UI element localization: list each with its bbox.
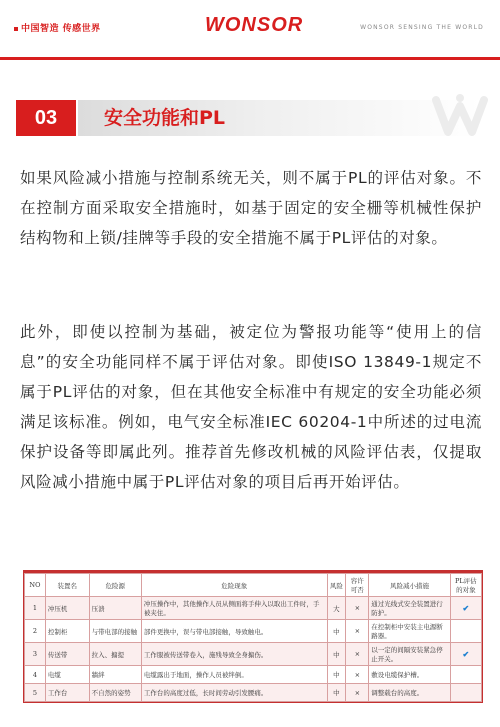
tag-dot-icon <box>14 27 18 31</box>
col-header: PL评估的对象 <box>450 574 481 597</box>
col-header: 风险减小措施 <box>369 574 450 597</box>
cell-tolerable: × <box>346 597 369 620</box>
risk-assessment-table <box>23 570 483 703</box>
paragraph-2: 此外，即使以控制为基础，被定位为警报功能等“使用上的信息”的安全功能同样不属于评估对象。即使ISO 13849-1规定不属于PL评估的对象，但在其他安全标准中有规定的安全功能必须满足该标准。例如，电气安全标准IEC 60204-1中所述的过电流保护设备等即属此列。推荐首先修改机械的风险评估表，仅提取风险减小措施中属于PL评估对象的项目后再开始评估。 <box>20 323 482 491</box>
cell-hazard: 牆絆 <box>89 666 141 684</box>
cell-tolerable: × <box>346 684 369 702</box>
cell-hazard: 拉入、搧提 <box>89 643 141 666</box>
cell-pl <box>450 666 481 684</box>
cell-no: 3 <box>25 643 46 666</box>
cell-device: 电缆 <box>45 666 89 684</box>
cell-risk: 中 <box>327 666 346 684</box>
cell-no: 5 <box>25 684 46 702</box>
cell-tolerable: × <box>346 666 369 684</box>
cell-risk: 大 <box>327 597 346 620</box>
cell-no: 2 <box>25 620 46 643</box>
cell-phenomenon: 工作台的高度过低，长时间劳动引发腰痛。 <box>141 684 327 702</box>
cell-phenomenon: 电缆露出于地面，操作人员被绊倒。 <box>141 666 327 684</box>
cell-no: 4 <box>25 666 46 684</box>
cell-hazard: 与带电部的接触 <box>89 620 141 643</box>
col-header: 装置名 <box>45 574 89 597</box>
cell-hazard: 不自然的姿势 <box>89 684 141 702</box>
paragraph-1: 如果风险减小措施与控制系统无关，则不属于PL的评估对象。不在控制方面采取安全措施时，如基于固定的安全栅等机械性保护结构物和上锁/挂牌等手段的安全措施不属于PL评估的对象。 <box>20 169 482 247</box>
cell-risk: 中 <box>327 620 346 643</box>
cell-measure: 以一定的间隔安装紧急停止开关。 <box>369 643 450 666</box>
cell-measure: 敷设电缆保护槽。 <box>369 666 450 684</box>
cell-measure: 在控制柜中安装主电源断路器。 <box>369 620 450 643</box>
col-header: 危险源 <box>89 574 141 597</box>
header-tag-text: 中国智造 传感世界 <box>21 24 101 34</box>
table-row <box>25 666 482 684</box>
cell-phenomenon: 工作服被传送带卷入，施残导致全身搧伤。 <box>141 643 327 666</box>
table-row <box>25 643 482 666</box>
cell-phenomenon: 部件更换中，误与带电部接触，导致触电。 <box>141 620 327 643</box>
check-icon: ✔ <box>450 597 481 620</box>
cell-no: 1 <box>25 597 46 620</box>
section-number: 03 <box>16 100 76 136</box>
header-divider <box>0 57 500 60</box>
col-header: 风险 <box>327 574 346 597</box>
check-icon: ✔ <box>450 643 481 666</box>
brand-logo: WONSOR <box>205 14 304 36</box>
cell-risk: 中 <box>327 684 346 702</box>
col-header: 容许可否 <box>346 574 369 597</box>
page-header <box>0 0 500 60</box>
cell-pl <box>450 620 481 643</box>
col-header: NO <box>25 574 46 597</box>
header-tag <box>14 21 101 34</box>
cell-tolerable: × <box>346 620 369 643</box>
cell-hazard: 压溃 <box>89 597 141 620</box>
cell-device: 传送带 <box>45 643 89 666</box>
table-header-row <box>25 574 482 597</box>
col-header: 危险现象 <box>141 574 327 597</box>
table-row <box>25 684 482 702</box>
table-row <box>25 620 482 643</box>
cell-measure: 调整载台的高度。 <box>369 684 450 702</box>
cell-device: 工作台 <box>45 684 89 702</box>
table-row <box>25 597 482 620</box>
section-title: 安全功能和PL <box>104 107 226 129</box>
cell-risk: 中 <box>327 643 346 666</box>
brand-slogan: WONSOR SENSING THE WORLD <box>360 24 484 31</box>
cell-measure: 通过光线式安全装置进行防护。 <box>369 597 450 620</box>
cell-tolerable: × <box>346 643 369 666</box>
brand-watermark-icon <box>432 92 488 140</box>
cell-phenomenon: 冲压操作中，其他操作人员从侧面将手伸入以取出工件时，手被夹住。 <box>141 597 327 620</box>
cell-pl <box>450 684 481 702</box>
cell-device: 冲压机 <box>45 597 89 620</box>
cell-device: 控制柜 <box>45 620 89 643</box>
